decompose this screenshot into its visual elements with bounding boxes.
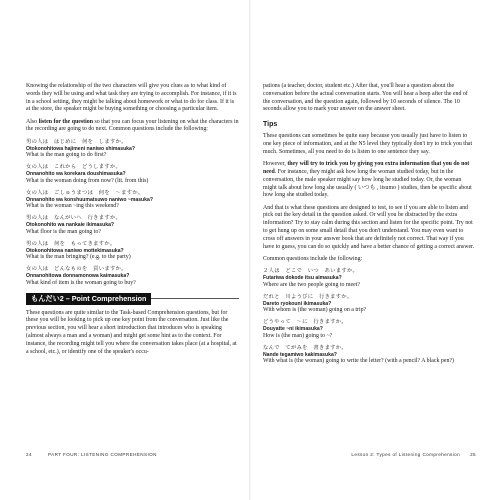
translation-text: With whom is (the woman) going on a trip? <box>263 307 367 314</box>
romaji-text: Onnanohito wa korekara doushimasuka? <box>26 171 126 178</box>
trick-paragraph: However, they will try to trick you by giving you extra information that you do not need. For instance, they might ask how long the woman studied today, but in the conversation, the male speaker might say how long he studied today. Or, the woman might talk about how long she usually ( いつも , itsumo ) studies, then be specific about how long she studied today. <box>263 161 472 199</box>
romaji-text: Onnanohitowa donnamonowa kaimasuka? <box>26 273 130 280</box>
romaji-text: Otokonohitowa naniwo mottekimasuka? <box>26 247 124 254</box>
japanese-text: 女の人は ごしゅうまつは 何を ～ますか。 <box>26 189 144 196</box>
romaji-text: Otokonohitowa hajimeni naniwo shimasuka? <box>26 145 135 152</box>
running-head: Lesson 2: Types of Listening Comprehension <box>351 452 461 457</box>
japanese-text: どうやって ～に 行きますか。 <box>263 319 347 326</box>
listen-question-paragraph: Also listen for the question so that you can focus your listening on what the characters in the recording are going to do next. Common questions include the following: <box>26 118 239 133</box>
japanese-text: なんで てがみを 書きますか。 <box>263 344 347 351</box>
section-banner <box>26 293 239 305</box>
example-question <box>263 268 476 289</box>
continuation-paragraph: pations (a teacher, doctor, student etc.) After that, you'll hear a question about the conversation before the actual conversation starts. You will hear a beep after the end of the conversation, and the question again, followed by 10 seconds of silence. The 10 seconds allow you to mark your answer on the answer sheet. <box>263 83 468 113</box>
example-question <box>26 139 239 160</box>
right-footer <box>351 452 476 457</box>
translation-text: What is the man going to do first? <box>26 152 107 159</box>
tips-heading: Tips <box>263 121 278 129</box>
banner-rule <box>151 293 239 300</box>
running-head: PART FOUR: LISTENING COMPREHENSION <box>48 452 157 457</box>
bold-phrase: they will try to trick you by giving you extra information that you do not need <box>263 161 470 175</box>
common-questions-intro: Common questions include the following: <box>263 255 363 262</box>
romaji-text: Onnanohito wa konshuumatsuwo naniwo ~masuka? <box>26 196 153 203</box>
example-question <box>26 190 239 211</box>
bold-phrase: listen for the question <box>38 118 93 125</box>
romaji-text: Otokonohito wa nankaie ikimasuka? <box>26 222 115 229</box>
design-paragraph: And that is what these questions are designed to test, to see if you are able to listen and pick out the key detail in the question asked. Or will you be distracted by the extra information? Try to stay calm during this section and listen for the specific point. Try not to get hung up on some small detail that you don't understand. You may even want to cross off answers in your answer book that are definitely not correct. That way if you have to guess, you can do so quickly and have a better chance of getting a correct answer. <box>263 204 475 250</box>
translation-text: Where are the two people going to meet? <box>263 281 360 288</box>
page-number: 25 <box>470 452 476 457</box>
example-question <box>263 319 476 340</box>
example-question <box>26 241 239 262</box>
translation-text: How is (the man) going to ~? <box>263 332 333 339</box>
japanese-text: 女の人は どんなものを 買いますか。 <box>26 266 127 273</box>
example-question <box>26 215 239 236</box>
right-page <box>250 0 500 500</box>
example-question <box>26 266 239 287</box>
romaji-text: Nande tegamiwo kakimasuka? <box>263 351 337 358</box>
translation-text: What is the man bringing? (e.g. to the party) <box>26 254 131 261</box>
point-comprehension-paragraph: These questions are quite similar to the Task-based Comprehension questions, but for these you will be looking to pick up one key point from the conversation. Just like the previous section, you will hear a short introduction that introduces who is speaking (almost always a man and a woman) and might get some hint as to the context. For instance, the recording might tell you where the conversation takes place (at a hospital, at a school, etc.), or identify one of the speaker's occu- <box>26 309 237 355</box>
translation-text: What is the woman doing from now? (lit. from this) <box>26 177 149 184</box>
example-question <box>263 345 476 366</box>
japanese-text: だれと 川ようびに 行きますか。 <box>263 293 353 300</box>
japanese-text: ２人は どこで いつ あいますか。 <box>263 268 359 275</box>
page-number: 24 <box>26 452 32 457</box>
romaji-text: Dareto ryokouni ikimasuka? <box>263 300 332 307</box>
left-footer <box>26 452 157 457</box>
example-question <box>26 164 239 185</box>
example-question <box>263 294 476 315</box>
intro-paragraph: Knowing the relationship of the two characters will give you clues as to what kind of words they will be using and what task they are trying to accomplish. For instance, if it is in a school setting, they might be talking about homework or what to do for class. If it is at the store, the speaker might be buying something or choosing a particular item. <box>26 83 237 113</box>
romaji-text: Futariwa dokode itsu aimasuka? <box>263 275 342 282</box>
romaji-text: Douyatte ~ni ikimasuka? <box>263 326 323 333</box>
japanese-text: 男の人は 何を もってきますか。 <box>26 240 116 247</box>
translation-text: What is the woman ~ing this weekend? <box>26 203 119 210</box>
section-title: もんだい2 – Point Comprehension <box>26 293 151 305</box>
translation-text: What kind of item is the woman going to buy? <box>26 279 136 286</box>
japanese-text: 男の人は はじめに 何を しますか。 <box>26 138 127 145</box>
translation-text: With what is (the woman) going to write the letter? (with a pencil? A black pen?) <box>263 358 454 365</box>
tips-paragraph: These questions can sometimes be quite easy because you usually just have to listen to one key piece of information, and at the N5 level they typically don't try to trick you that much. Sometimes, all you need to do is listen to one sentence they say. <box>263 133 473 155</box>
japanese-text: 女の人は これから どうしますか。 <box>26 164 122 171</box>
japanese-text: 男の人は なんがいへ 行きますか。 <box>26 215 122 222</box>
translation-text: What floor is the man going to? <box>26 228 101 235</box>
